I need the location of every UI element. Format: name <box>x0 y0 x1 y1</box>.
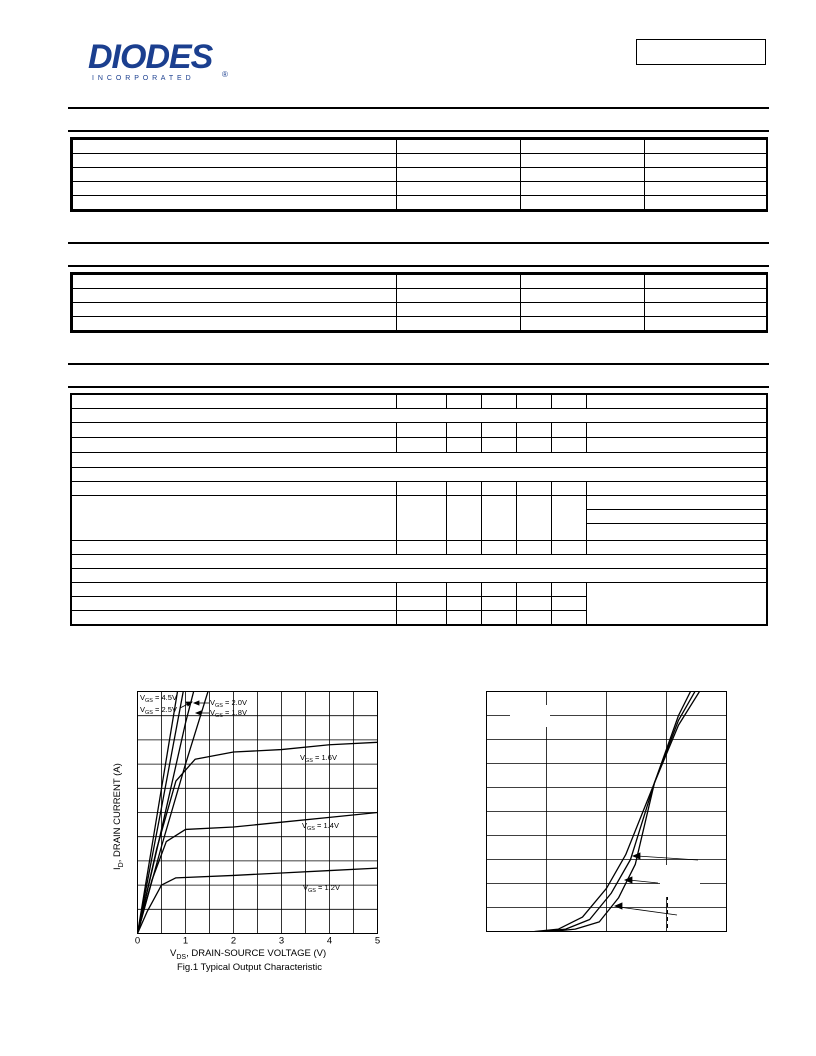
arrowhead-icon <box>196 711 201 715</box>
section-rule-bottom <box>68 130 769 132</box>
section-rule-bottom <box>68 386 769 388</box>
table-row <box>73 317 767 331</box>
logo-wordmark: DIODES <box>88 38 213 76</box>
table-row <box>73 154 767 168</box>
figure-caption: Fig.1 Typical Output Characteristic <box>177 962 323 973</box>
arrow-icon <box>629 880 658 883</box>
x-tick-label: 2 <box>230 935 237 947</box>
series-label-vgs-1.6v: $V_{GS} = 1.6V$ <box>300 753 337 764</box>
series-label-vgs-1.2v: $V_{GS} = 1.2V$ <box>303 883 340 894</box>
annotation-blank-area <box>660 865 700 897</box>
series-label-vgs-4.5v: $V_{GS} = 4.5V$ <box>140 693 177 704</box>
arrowhead-icon <box>186 702 192 706</box>
registered-mark-icon: ® <box>222 70 228 79</box>
company-logo <box>88 40 233 82</box>
table-row <box>73 196 767 210</box>
series-label-vgs-1.8v: $V_{GS} = 1.8V$ <box>210 708 247 719</box>
section-rule-top <box>68 242 769 244</box>
section-rule-bottom <box>68 265 769 267</box>
x-tick-label: 0 <box>134 935 141 947</box>
section-rule-top <box>68 363 769 365</box>
x-tick-label: 4 <box>326 935 333 947</box>
legend-blank-area <box>510 705 550 727</box>
table-row <box>73 140 767 154</box>
table-row <box>73 168 767 182</box>
y-axis-label: $I_D$, DRAIN CURRENT (A) <box>112 763 125 870</box>
thermal-characteristics-table <box>70 272 768 333</box>
table-row <box>73 289 767 303</box>
table-row <box>73 182 767 196</box>
table-row <box>73 275 767 289</box>
x-tick-label: 3 <box>278 935 285 947</box>
x-axis-label: $V_{DS}$, DRAIN-SOURCE VOLTAGE (V) <box>170 948 327 961</box>
x-tick-label: 5 <box>374 935 381 947</box>
output-characteristic-chart <box>100 680 400 980</box>
transfer-characteristic-chart <box>480 685 740 945</box>
x-tick-label: 1 <box>182 935 189 947</box>
arrow-icon <box>619 907 677 915</box>
arrowhead-icon <box>615 903 622 909</box>
table-row <box>73 303 767 317</box>
section-rule-top <box>68 107 769 109</box>
maximum-ratings-table <box>70 137 768 212</box>
chart-grid <box>138 692 378 934</box>
logo-subtitle: I N C O R P O R A T E D <box>92 75 192 82</box>
series-label-vgs-2.0v: $V_{GS} = 2.0V$ <box>210 698 247 709</box>
series-label-vgs-1.4v: $V_{GS} = 1.4V$ <box>302 821 339 832</box>
arrowhead-icon <box>194 701 199 705</box>
electrical-table-grid <box>72 395 766 624</box>
x-tick-labels <box>135 936 380 947</box>
electrical-characteristics-table <box>70 393 768 626</box>
part-number-box <box>636 39 766 65</box>
series-label-vgs-2.5v: $V_{GS} = 2.5V$ <box>140 705 177 716</box>
series-line-4 <box>138 687 210 934</box>
